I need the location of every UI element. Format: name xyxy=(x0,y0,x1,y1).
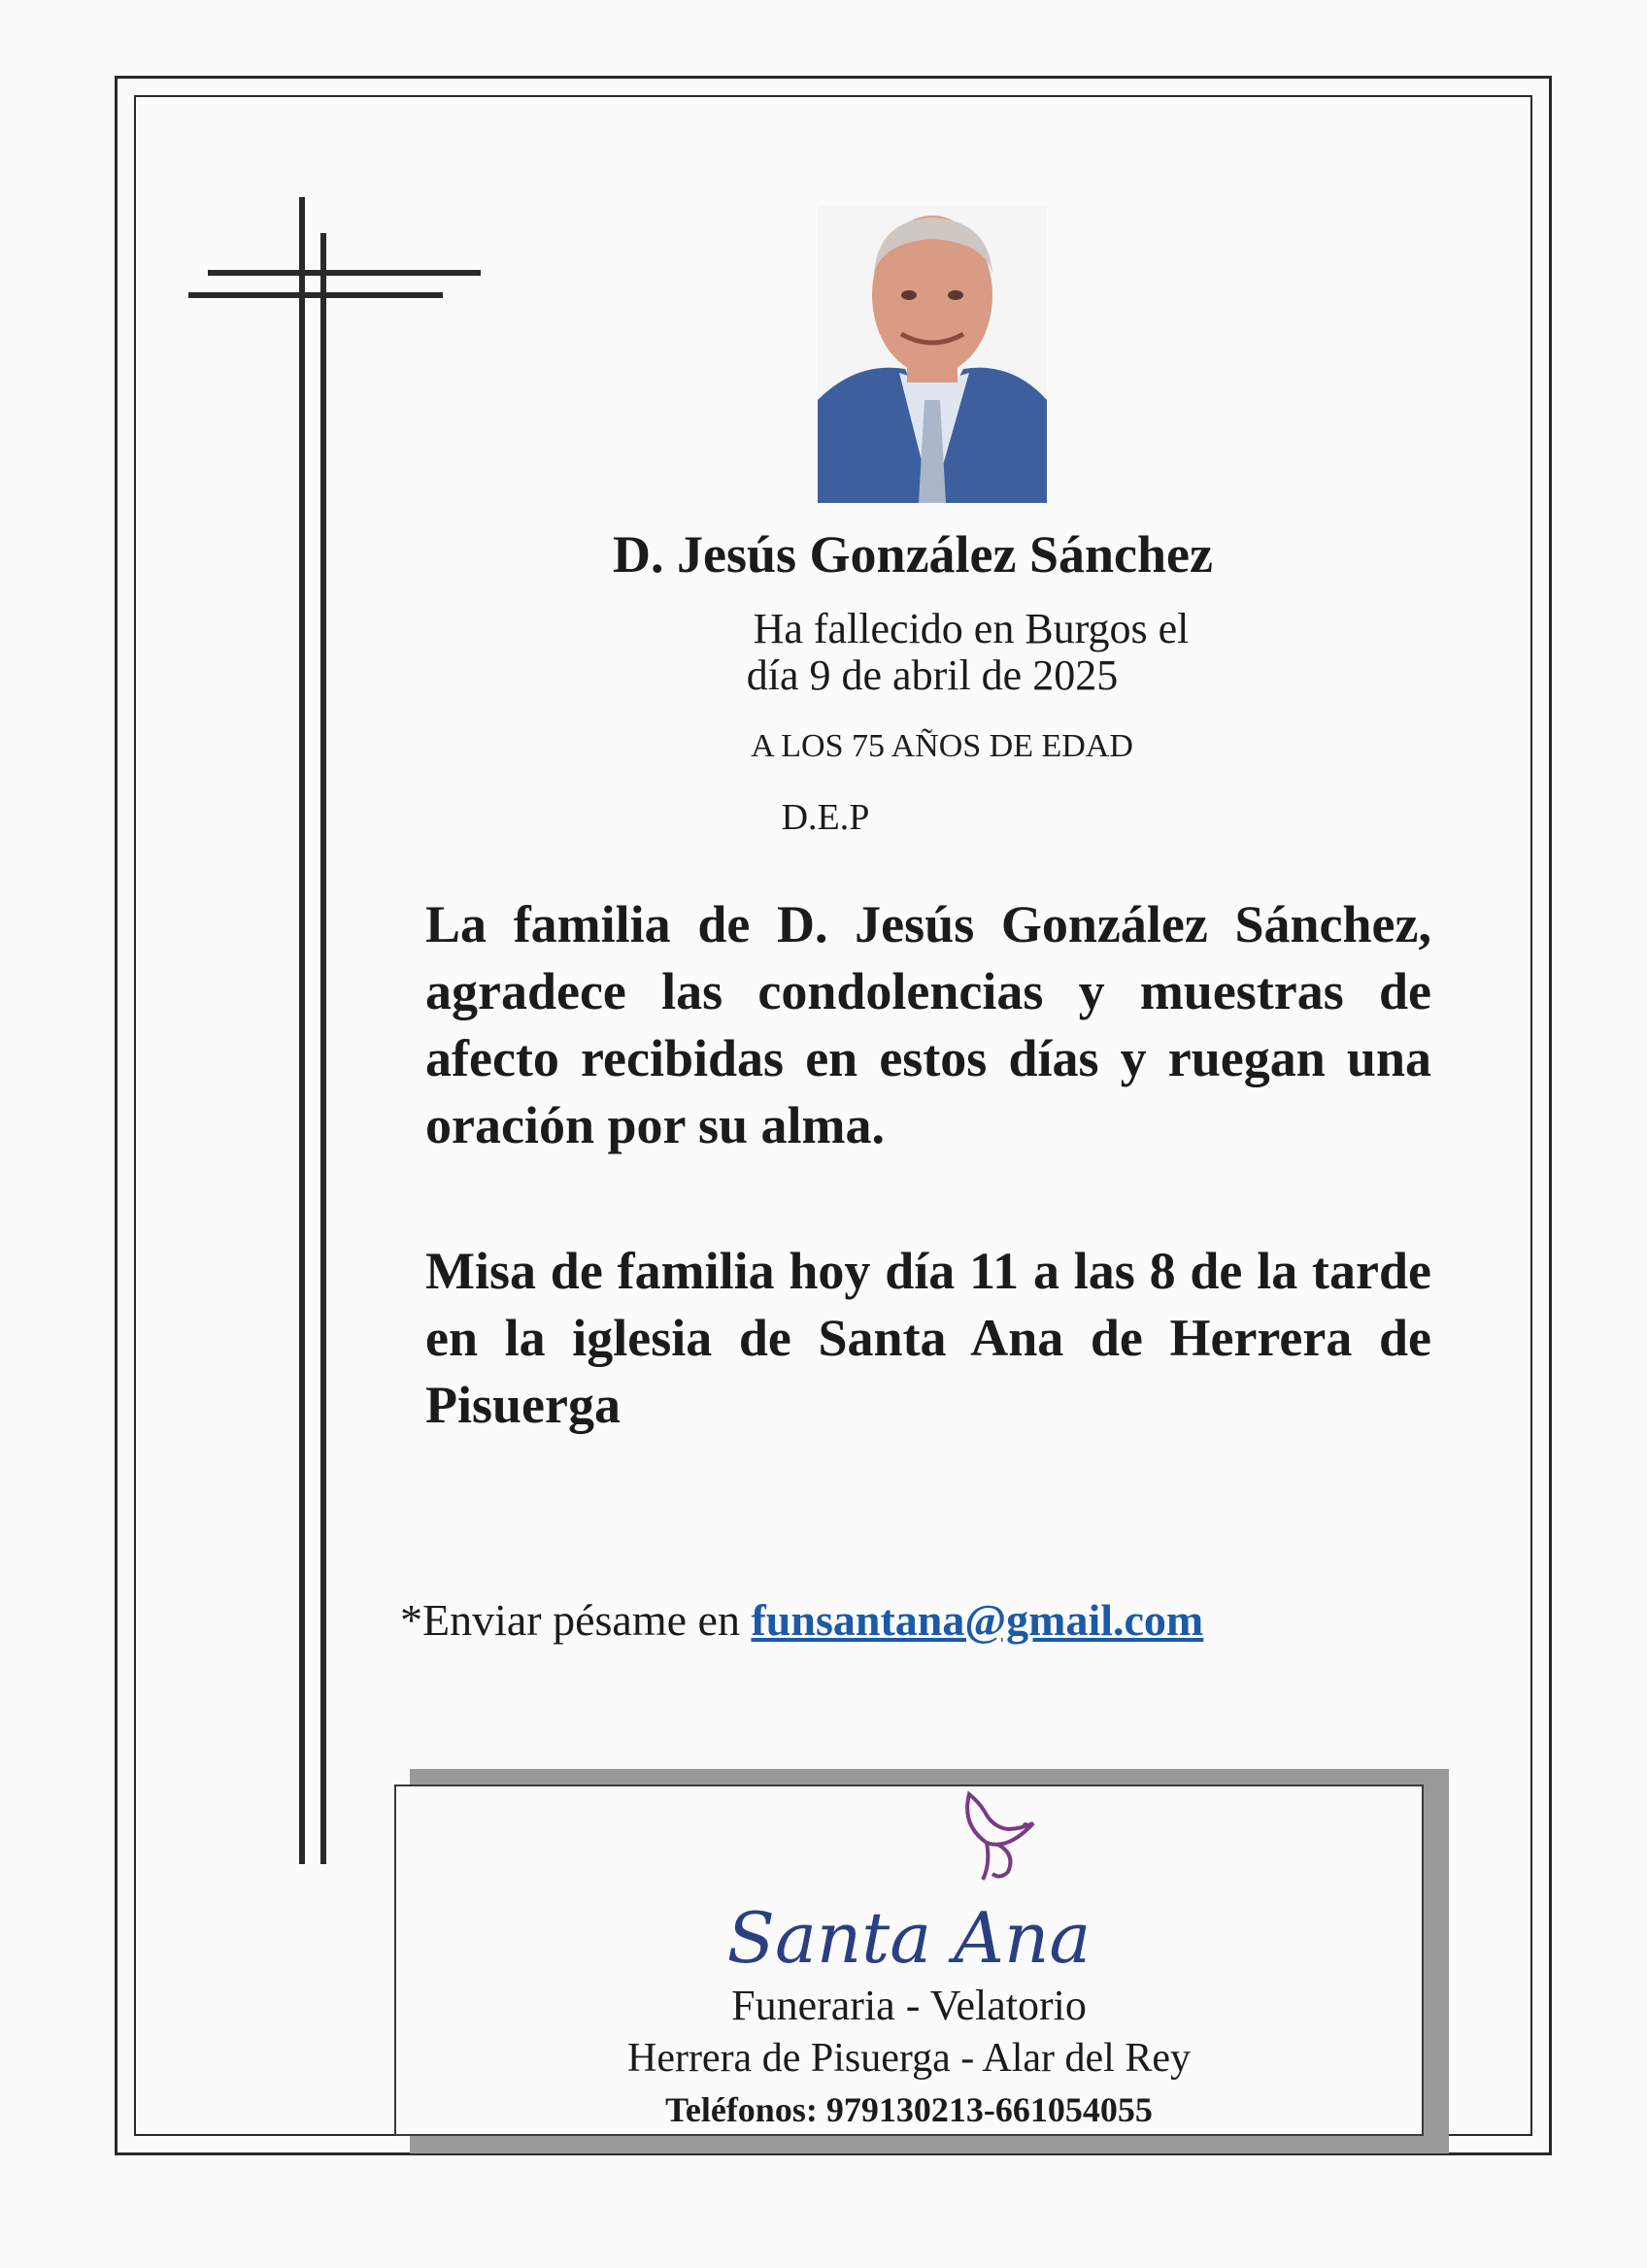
deceased-name: D. Jesús González Sánchez xyxy=(613,525,1213,584)
funeral-home-box xyxy=(394,1784,1424,2136)
mass-paragraph: Misa de familia hoy día 11 a las 8 de la tarde en la iglesia de Santa Ana de Herrera de Pisuerga xyxy=(425,1242,1431,1434)
condolence-prefix: *Enviar pésame en xyxy=(400,1595,740,1645)
funeral-home-tagline: Funeraria - Velatorio xyxy=(731,1982,1087,2029)
funeral-home-brand: Santa Ana xyxy=(726,1897,1092,1979)
thanks-paragraph: La familia de D. Jesús González Sánchez, agradece las condolencias y muestras de afecto recibidas en estos días y ruegan una oración por su alma. xyxy=(425,895,1431,1154)
funeral-home-locations: Herrera de Pisuerga - Alar del Rey xyxy=(626,2036,1191,2081)
dove-icon xyxy=(940,1786,1057,1893)
condolence-email-link[interactable]: funsantana@gmail.com xyxy=(751,1595,1204,1645)
age-line: A LOS 75 AÑOS DE EDAD xyxy=(751,728,1133,764)
condolence-line xyxy=(400,1594,1203,1646)
portrait-photo xyxy=(818,206,1047,503)
funeral-home-phones: Teléfonos: 979130213-661054055 xyxy=(665,2090,1153,2129)
death-place-line: Ha fallecido en Burgos el xyxy=(753,605,1190,652)
rip-abbreviation: D.E.P xyxy=(781,797,870,838)
death-date-line: día 9 de abril de 2025 xyxy=(746,651,1119,699)
